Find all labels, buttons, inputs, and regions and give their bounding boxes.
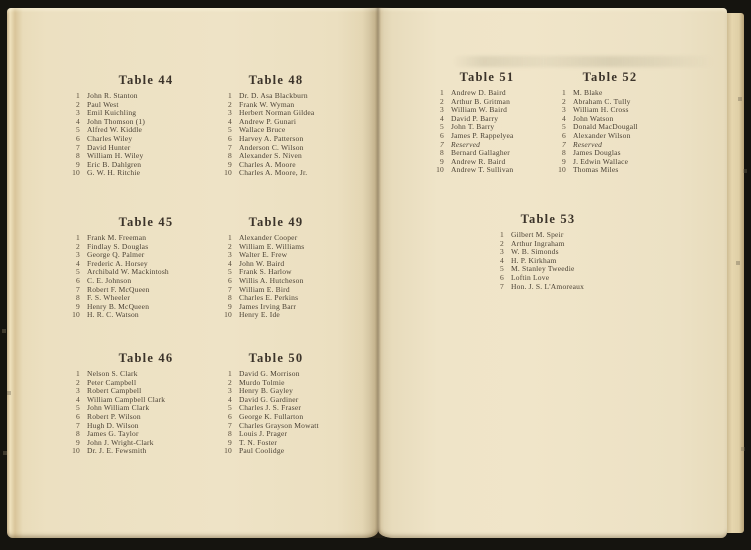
row-name: James Irving Barr: [239, 301, 297, 311]
table-53-title: Table 53: [520, 212, 576, 226]
table-45-title: Table 45: [118, 215, 174, 229]
row-name: Robert F. McQueen: [87, 284, 150, 294]
row-name: William W. Baird: [451, 105, 508, 115]
row-name: Andrew P. Gunari: [239, 116, 297, 126]
row-number: 4: [76, 258, 80, 268]
row-number: 5: [440, 122, 444, 132]
row-name: Arthur Ingraham: [511, 238, 565, 248]
row-number: 10: [224, 310, 232, 320]
row-number: 3: [440, 105, 444, 115]
row-name: Archibald W. Mackintosh: [87, 267, 169, 277]
row-name: John R. Stanton: [87, 91, 138, 100]
row-number: 5: [228, 267, 232, 277]
row-name: Peter Campbell: [87, 377, 137, 387]
row-number: 9: [228, 437, 232, 447]
row-name: James G. Taylor: [87, 429, 139, 439]
row-name: Anderson C. Wilson: [239, 142, 304, 152]
table-46-title: Table 46: [118, 351, 174, 365]
table-51-title: Table 51: [459, 70, 515, 84]
row-number: 5: [76, 125, 80, 135]
table-45: [68, 216, 224, 320]
row-name: Herbert Norman Gildea: [239, 108, 315, 118]
row-name: John J. Wright-Clark: [87, 437, 154, 447]
row-number: 5: [228, 125, 232, 135]
row-name: Reserved: [451, 139, 481, 149]
table-50: [220, 352, 332, 456]
row-name: William E. Bird: [239, 284, 290, 294]
row-name: Dr. D. Asa Blackburn: [239, 91, 308, 100]
row-name: Henry B. Gayley: [239, 386, 294, 396]
row-number: 7: [228, 420, 232, 430]
row-number: 3: [562, 105, 566, 115]
row-number: 2: [440, 96, 444, 106]
row-number: 4: [76, 394, 80, 404]
row-name: Harvey A. Patterson: [239, 133, 304, 143]
row-name: David G. Morrison: [239, 369, 300, 378]
row-name: William Campbell Clark: [87, 394, 166, 404]
row-number: 1: [76, 233, 80, 242]
row-number: 2: [228, 377, 232, 387]
table-48-title: Table 48: [248, 73, 304, 87]
row-number: 2: [76, 241, 80, 251]
table-44: [68, 74, 224, 178]
row-number: 10: [72, 446, 80, 456]
row-name: Paul Coolidge: [239, 446, 285, 456]
row-number: 9: [562, 156, 566, 166]
row-name: Nelson S. Clark: [87, 369, 138, 378]
table-row: [492, 283, 604, 292]
row-name: Alfred W. Kiddle: [87, 125, 143, 135]
row-name: Andrew D. Baird: [451, 88, 506, 97]
row-name: M. Stanley Tweedie: [511, 264, 575, 274]
row-name: H. R. C. Watson: [87, 310, 139, 320]
row-name: Alexander Cooper: [239, 233, 298, 242]
row-number: 5: [500, 264, 504, 274]
row-number: 8: [228, 429, 232, 439]
row-name: F. S. Wheeler: [87, 293, 131, 303]
row-number: 7: [500, 281, 504, 291]
row-name: Paul West: [87, 99, 119, 109]
row-name: T. N. Foster: [239, 437, 278, 447]
row-name: Hugh D. Wilson: [87, 420, 139, 430]
row-number: 4: [228, 258, 232, 268]
row-name: Henry B. McQueen: [87, 301, 150, 311]
row-name: Walter E. Frew: [239, 250, 288, 260]
row-name: H. P. Kirkham: [511, 255, 557, 265]
table-51: [432, 71, 542, 175]
row-name: Willis A. Hutcheson: [239, 275, 304, 285]
row-name: C. E. Johnson: [87, 275, 132, 285]
table-53-rows: [492, 231, 604, 291]
row-number: 5: [76, 403, 80, 413]
row-number: 2: [562, 96, 566, 106]
row-number: 7: [76, 142, 80, 152]
row-number: 4: [500, 255, 504, 265]
row-number: 7: [228, 142, 232, 152]
table-44-rows: [68, 92, 224, 178]
row-number: 6: [500, 272, 504, 282]
table-52: [554, 71, 666, 175]
row-name: Bernard Gallagher: [451, 148, 510, 158]
table-49-rows: [220, 234, 332, 320]
row-name: Reserved: [573, 139, 603, 149]
row-name: Hon. J. S. L'Amoreaux: [511, 281, 585, 291]
row-name: Frank M. Freeman: [87, 233, 147, 242]
row-number: 4: [76, 116, 80, 126]
row-number: 3: [76, 386, 80, 396]
table-50-rows: [220, 370, 332, 456]
row-number: 2: [76, 99, 80, 109]
row-number: 1: [228, 369, 232, 378]
row-number: 9: [228, 301, 232, 311]
row-name: James Douglas: [573, 148, 621, 158]
row-name: Abraham C. Tully: [573, 96, 631, 106]
row-name: David P. Barry: [451, 113, 499, 123]
row-name: Loftin Love: [511, 272, 550, 282]
row-name: David Hunter: [87, 142, 131, 152]
row-number: 1: [76, 91, 80, 100]
row-name: Gilbert M. Speir: [511, 230, 564, 239]
row-number: 9: [76, 437, 80, 447]
row-name: Murdo Tolmie: [239, 377, 285, 387]
row-name: William E. Williams: [239, 241, 305, 251]
row-number: 1: [228, 91, 232, 100]
row-number: 8: [76, 293, 80, 303]
table-row: [68, 311, 224, 320]
row-number: 4: [440, 113, 444, 123]
table-row: [554, 166, 666, 175]
table-row: [220, 311, 332, 320]
row-name: George K. Fullarton: [239, 411, 304, 421]
row-number: 4: [228, 394, 232, 404]
row-number: 1: [440, 88, 444, 97]
row-name: David G. Gardiner: [239, 394, 299, 404]
row-number: 5: [228, 403, 232, 413]
row-name: Andrew T. Sullivan: [451, 165, 514, 175]
row-name: George Q. Palmer: [87, 250, 145, 260]
row-name: Emil Kuichling: [87, 108, 137, 118]
row-number: 6: [228, 133, 232, 143]
row-name: Charles Grayson Mowatt: [239, 420, 319, 430]
row-name: Henry E. Ide: [239, 310, 280, 320]
row-name: John Thomson (1): [87, 116, 146, 126]
row-name: M. Blake: [573, 88, 603, 97]
row-number: 7: [76, 284, 80, 294]
dust-specks: [0, 0, 2, 2]
row-name: Frank S. Harlow: [239, 267, 292, 277]
row-number: 6: [76, 275, 80, 285]
row-number: 10: [224, 168, 232, 178]
row-number: 9: [228, 159, 232, 169]
row-name: John William Clark: [87, 403, 150, 413]
row-name: William H. Cross: [573, 105, 629, 115]
row-number: 6: [76, 411, 80, 421]
row-name: Wallace Bruce: [239, 125, 286, 135]
row-number: 6: [228, 275, 232, 285]
row-name: G. W. H. Ritchie: [87, 168, 141, 178]
row-name: Eric B. Dahlgren: [87, 159, 142, 169]
row-number: 9: [440, 156, 444, 166]
row-name: Alexander Wilson: [573, 130, 631, 140]
row-name: Louis J. Prager: [239, 429, 288, 439]
row-number: 3: [228, 386, 232, 396]
row-name: Charles A. Moore, Jr.: [239, 168, 308, 178]
table-48-rows: [220, 92, 332, 178]
row-name: John T. Barry: [451, 122, 495, 132]
row-number: 6: [562, 130, 566, 140]
table-49: [220, 216, 332, 320]
table-51-rows: [432, 89, 542, 175]
row-name: Charles Wiley: [87, 133, 133, 143]
row-number: 1: [500, 230, 504, 239]
row-number: 8: [76, 429, 80, 439]
row-number: 8: [228, 293, 232, 303]
row-number: 7: [228, 284, 232, 294]
row-number: 7: [76, 420, 80, 430]
row-number: 9: [76, 301, 80, 311]
row-name: Thomas Miles: [573, 165, 619, 175]
table-row: [220, 169, 332, 178]
row-number: 8: [76, 151, 80, 161]
row-number: 1: [76, 369, 80, 378]
table-46: [68, 352, 224, 456]
gutter-shadow: [362, 7, 392, 538]
table-53: [492, 213, 604, 291]
row-number: 4: [562, 113, 566, 123]
row-number: 1: [228, 233, 232, 242]
row-name: Robert P. Wilson: [87, 411, 141, 421]
row-number: 7: [440, 139, 444, 149]
table-45-rows: [68, 234, 224, 320]
table-row: [220, 447, 332, 456]
row-number: 2: [500, 238, 504, 248]
row-name: Arthur B. Gritman: [451, 96, 511, 106]
table-50-title: Table 50: [248, 351, 304, 365]
table-52-rows: [554, 89, 666, 175]
table-44-title: Table 44: [118, 73, 174, 87]
row-name: John Watson: [573, 113, 614, 123]
row-number: 1: [562, 88, 566, 97]
row-name: Dr. J. E. Fewsmith: [87, 446, 147, 456]
row-name: J. Edwin Wallace: [573, 156, 629, 166]
row-number: 3: [76, 250, 80, 260]
row-number: 10: [72, 310, 80, 320]
row-number: 9: [76, 159, 80, 169]
row-number: 3: [228, 108, 232, 118]
table-46-rows: [68, 370, 224, 456]
row-name: Robert Campbell: [87, 386, 142, 396]
bleed-through-text: [452, 56, 714, 67]
table-row: [554, 132, 666, 141]
table-row: [68, 447, 224, 456]
row-number: 6: [76, 133, 80, 143]
table-49-title: Table 49: [248, 215, 304, 229]
row-number: 5: [562, 122, 566, 132]
row-number: 3: [500, 247, 504, 257]
row-number: 10: [558, 165, 566, 175]
row-number: 2: [228, 241, 232, 251]
row-number: 8: [440, 148, 444, 158]
row-name: Frank W. Wyman: [239, 99, 295, 109]
row-number: 7: [562, 139, 566, 149]
row-number: 3: [228, 250, 232, 260]
row-number: 6: [440, 130, 444, 140]
row-number: 2: [76, 377, 80, 387]
row-number: 10: [72, 168, 80, 178]
row-number: 5: [76, 267, 80, 277]
row-name: James P. Rappelyea: [451, 130, 514, 140]
row-number: 10: [436, 165, 444, 175]
right-fore-edge: [727, 13, 744, 533]
row-name: W. B. Simonds: [511, 247, 559, 257]
row-name: Alexander S. Niven: [239, 151, 302, 161]
row-number: 8: [562, 148, 566, 158]
table-52-title: Table 52: [582, 70, 638, 84]
row-name: Charles J. S. Fraser: [239, 403, 302, 413]
row-number: 2: [228, 99, 232, 109]
row-number: 8: [228, 151, 232, 161]
table-row: [432, 166, 542, 175]
row-number: 3: [76, 108, 80, 118]
table-row: [68, 169, 224, 178]
row-name: Andrew R. Baird: [451, 156, 506, 166]
row-name: Charles E. Perkins: [239, 293, 299, 303]
row-name: Charles A. Moore: [239, 159, 296, 169]
row-name: John W. Baird: [239, 258, 285, 268]
row-number: 10: [224, 446, 232, 456]
row-name: William H. Wiley: [87, 151, 144, 161]
table-48: [220, 74, 332, 178]
table-row: [432, 132, 542, 141]
row-number: 6: [228, 411, 232, 421]
row-name: Findlay S. Douglas: [87, 241, 149, 251]
row-number: 4: [228, 116, 232, 126]
row-name: Frederic A. Horsey: [87, 258, 148, 268]
row-name: Donald MacDougall: [573, 122, 638, 132]
